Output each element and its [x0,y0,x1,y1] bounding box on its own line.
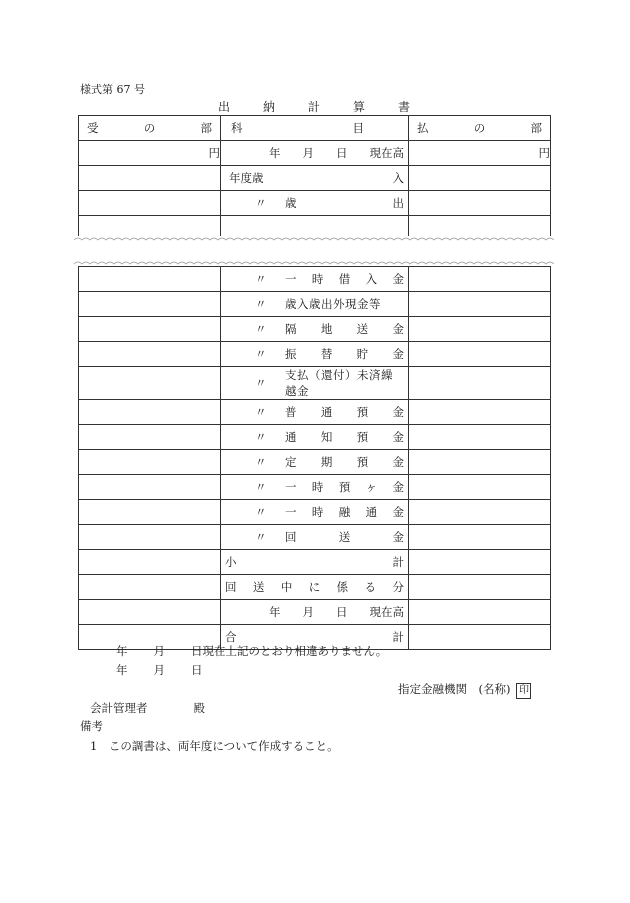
bottom-item-row [79,425,551,450]
unit-yen-right: 円 [409,141,551,166]
subject-cell [221,166,409,191]
in-transit-char-6: 分 [392,580,404,594]
item-char-3: 金 [392,405,404,419]
title-char-2: 計 [307,100,320,114]
subtotal-label [221,554,408,570]
item-label [285,296,408,312]
subtotal-row [79,550,551,575]
item-char-2: 預 [338,480,351,494]
item-char-0: 隔 [285,322,297,336]
pay-cell [409,292,551,317]
item-char-0: 一 [285,480,297,494]
cert-text: 日現在上記のとおり相違ありません。 [191,644,388,658]
addressee: 会計管理者 殿 [90,701,205,715]
header-pay [409,120,550,136]
in-transit-char-0: 回 [225,580,237,594]
bottom-item-row [79,475,551,500]
subject-char-1: 目 [352,121,364,135]
item-char-1: 替 [320,347,333,361]
item-char-3: 金 [392,455,404,469]
pay-cell [409,166,551,191]
ditto-mark: 〃 [255,430,267,444]
in-transit-label [221,579,408,595]
top-item-row [79,166,551,191]
bottom-item-row [79,342,551,367]
subject-char-0: 科 [231,121,243,135]
opening-date [221,145,408,161]
opening-date-part-0: 年 [269,146,281,160]
item-char-2: 預 [356,405,369,419]
item-char-0: 普 [285,405,297,419]
item-char-0: 振 [285,347,297,361]
item-char-2: 貯 [356,347,369,361]
pay-cell [409,317,551,342]
bottom-item-row [79,450,551,475]
receive-cell [79,317,221,342]
item-label [285,504,408,520]
ditto-mark: 〃 [255,530,267,544]
item-char-1: 地 [320,322,333,336]
opening-balance-row [79,141,551,166]
item-label [285,346,408,362]
header-subject [221,120,408,136]
pay-cell [409,342,551,367]
item-char-1: 通 [320,405,333,419]
ditto-mark: 〃 [255,405,267,419]
pay-cell [409,191,551,216]
receive-cell [79,500,221,525]
receive-char-1: の [143,121,156,135]
subject-cell [221,475,409,500]
item-char-0: 歳 [285,196,297,210]
pay-cell [409,267,551,292]
title-char-1: 納 [262,100,275,114]
receive-cell [79,267,221,292]
form-number: 様式第 67 号 [80,83,145,96]
cert-month: 月 [153,644,165,658]
item-char-0: 年度歳 [229,171,264,185]
item-char-1: 期 [320,455,333,469]
receive-cell [79,525,221,550]
top-item-row [79,191,551,216]
table-header-row [79,116,551,141]
item-char-3: 金 [392,322,404,336]
item-char-1: 知 [320,430,333,444]
in-transit-char-3: に [308,580,321,594]
item-char-1: 送 [338,530,351,544]
item-char-3: ヶ [365,480,378,494]
subject-cell [221,400,409,425]
bottom-item-row [79,500,551,525]
total-char-0: 合 [225,630,237,644]
item-char-0: 回 [285,530,297,544]
item-label [285,454,408,470]
opening-date-part-2: 日 [336,146,348,160]
total-char-1: 計 [392,630,404,644]
item-char-0: 歳入歳出外現金等 [285,297,381,311]
item-char-1: 時 [311,272,324,286]
subject-cell [221,191,409,216]
subject-cell [221,425,409,450]
item-label [285,479,408,495]
subject-cell [221,367,409,400]
subject-cell [221,342,409,367]
item-char-3: 通 [365,505,378,519]
ditto-mark: 〃 [255,272,267,286]
receive-char-2: 部 [200,121,212,135]
ditto-mark: 〃 [255,196,267,210]
account-table-bottom [78,266,551,650]
item-label [285,429,408,445]
item-char-1: 入 [392,171,404,185]
bottom-item-row [79,525,551,550]
ditto-mark: 〃 [255,455,267,469]
receive-cell [79,292,221,317]
subtotal-char-1: 計 [392,555,404,569]
closing-balance-row [79,600,551,625]
in-transit-char-1: 送 [252,580,265,594]
document-title [218,98,410,115]
closing-date-part-0: 年 [269,605,281,619]
pay-cell [409,475,551,500]
in-transit-char-4: 係 [336,580,349,594]
receive-cell [79,367,221,400]
sign-year: 年 [116,663,128,677]
item-char-4: 金 [392,480,404,494]
item-label [285,321,408,337]
institution-line [398,681,531,699]
ditto-mark: 〃 [255,297,267,311]
sign-day: 日 [191,663,203,677]
opening-date-part-3: 現在高 [369,146,404,160]
item-char-3: 入 [365,272,378,286]
seal-box: 印 [516,683,531,699]
item-char-0: 一 [285,505,297,519]
bottom-item-row [79,400,551,425]
item-char-3: 金 [392,430,404,444]
item-label [285,404,408,420]
item-char-0: 支払（還付）未済繰越金 [285,368,393,398]
item-label [285,367,408,399]
in-transit-char-5: る [364,580,377,594]
pay-cell [409,525,551,550]
receive-cell [79,475,221,500]
title-char-4: 書 [397,100,410,114]
ditto-mark: 〃 [255,376,267,390]
item-char-2: 預 [356,430,369,444]
receive-char-0: 受 [87,121,99,135]
item-char-3: 金 [392,347,404,361]
item-label [229,170,408,186]
item-label [285,195,408,211]
item-char-2: 送 [356,322,369,336]
item-char-2: 預 [356,455,369,469]
remarks-item: 1 この調書は、両年度について作成すること。 [90,739,339,753]
subject-cell [221,525,409,550]
item-char-0: 通 [285,430,297,444]
break-wave-top [74,236,554,244]
receive-cell [79,425,221,450]
certification-statement [116,643,387,659]
signature-date [116,662,203,678]
item-char-1: 時 [311,505,324,519]
institution-name: 指定金融機関 (名称) [398,682,511,696]
cert-year: 年 [116,644,128,658]
title-char-3: 算 [352,100,365,114]
pay-cell [409,425,551,450]
subject-cell [221,292,409,317]
receive-cell [79,450,221,475]
in-transit-row [79,575,551,600]
opening-date-part-1: 月 [302,146,314,160]
pay-cell [409,400,551,425]
item-label [285,271,408,287]
pay-char-1: の [473,121,486,135]
bottom-item-row [79,267,551,292]
closing-date [221,604,408,620]
item-char-2: 融 [338,505,351,519]
item-label [285,529,408,545]
bottom-item-row [79,317,551,342]
bottom-item-row [79,367,551,400]
item-char-2: 金 [392,530,404,544]
subtotal-char-0: 小 [225,555,237,569]
bottom-item-row [79,292,551,317]
receive-cell [79,400,221,425]
title-char-0: 出 [218,100,231,114]
remarks-heading: 備考 [80,719,103,733]
receive-cell [79,191,221,216]
receive-cell [79,342,221,367]
pay-cell [409,367,551,400]
subject-cell [221,450,409,475]
subject-cell [221,317,409,342]
pay-cell [409,450,551,475]
sign-month: 月 [153,663,165,677]
subject-cell [221,267,409,292]
item-char-0: 一 [285,272,297,286]
receive-cell [79,166,221,191]
item-char-0: 定 [285,455,297,469]
pay-cell [409,500,551,525]
pay-char-0: 払 [417,121,429,135]
ditto-mark: 〃 [255,505,267,519]
closing-date-part-1: 月 [302,605,314,619]
item-char-4: 金 [392,272,404,286]
item-char-4: 金 [392,505,404,519]
ditto-mark: 〃 [255,322,267,336]
account-table-top [78,115,551,241]
in-transit-char-2: 中 [280,580,293,594]
item-char-2: 借 [338,272,351,286]
subject-cell [221,500,409,525]
pay-char-2: 部 [530,121,542,135]
item-char-1: 時 [311,480,324,494]
item-char-1: 出 [392,196,404,210]
ditto-mark: 〃 [255,347,267,361]
closing-date-part-2: 日 [336,605,348,619]
header-receive [79,120,220,136]
closing-date-part-3: 現在高 [369,605,404,619]
unit-yen-left: 円 [79,141,221,166]
ditto-mark: 〃 [255,480,267,494]
